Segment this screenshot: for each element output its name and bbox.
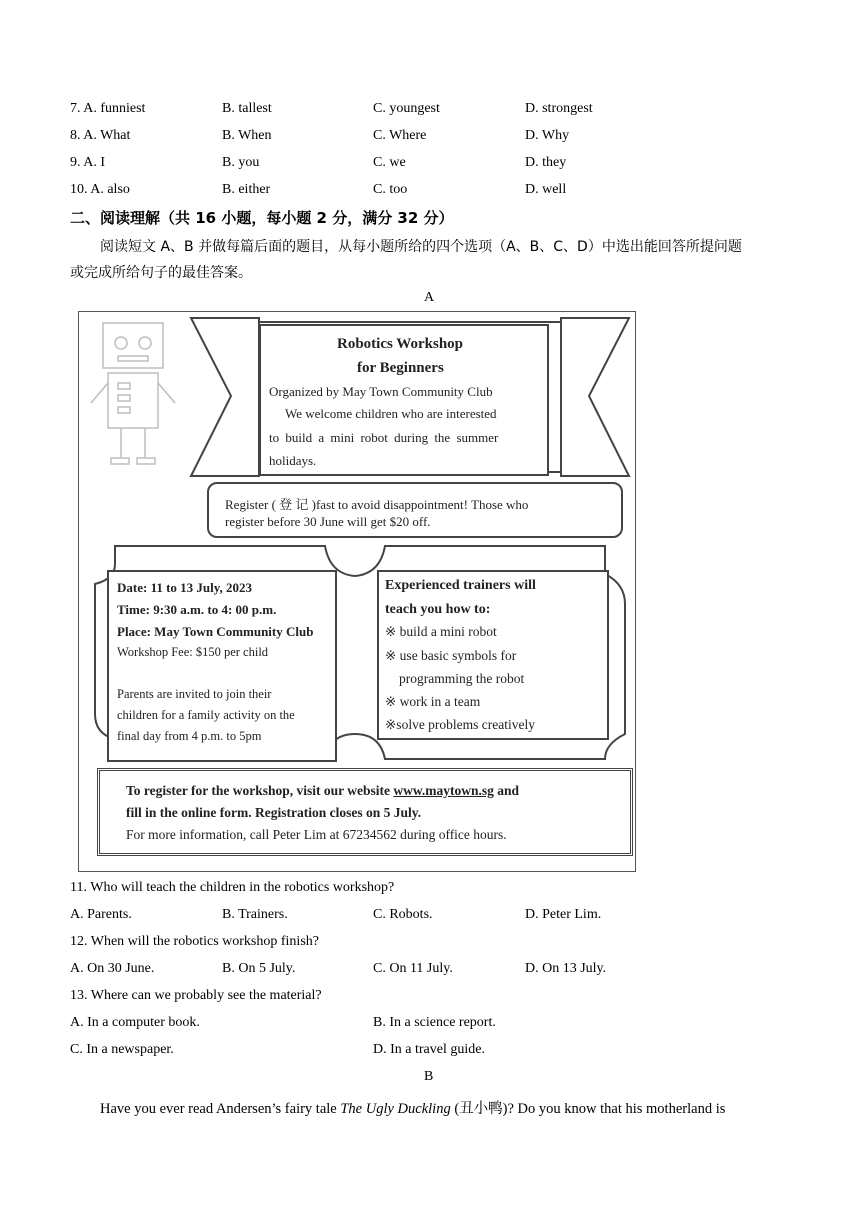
welcome-line-1: We welcome children who are interested bbox=[285, 406, 497, 421]
organizer: Organized by May Town Community Club bbox=[269, 384, 493, 399]
option-d: D. they bbox=[525, 155, 567, 170]
option-b: B. you bbox=[222, 155, 260, 170]
website-link[interactable]: www.maytown.sg bbox=[393, 783, 494, 798]
trainers-line-1: Experienced trainers will bbox=[385, 578, 536, 593]
workshop-place: Place: May Town Community Club bbox=[117, 624, 314, 639]
bottom-line-1-text: To register for the workshop, visit our website bbox=[126, 783, 394, 798]
workshop-date: Date: 11 to 13 July, 2023 bbox=[117, 580, 253, 595]
skill-item-2: ※ use basic symbols for bbox=[385, 648, 517, 663]
bottom-line-2: fill in the online form. Registration closes on 5 July. bbox=[126, 805, 422, 820]
title-box bbox=[259, 324, 549, 476]
option-b: B. tallest bbox=[222, 101, 272, 116]
skill-item-2b: programming the robot bbox=[399, 671, 525, 686]
option-d: D. In a travel guide. bbox=[373, 1042, 485, 1057]
register-line-2: register before 30 June will get $20 off. bbox=[225, 514, 431, 529]
bottom-line-1 bbox=[126, 783, 519, 799]
option-c: C. youngest bbox=[373, 101, 440, 116]
option-c: C. In a newspaper. bbox=[70, 1042, 174, 1057]
bottom-line-1-end: and bbox=[493, 783, 520, 798]
option-d: D. Why bbox=[525, 128, 570, 143]
question-13: 13. Where can we probably see the material? bbox=[70, 988, 322, 1003]
option-a: 10. A. also bbox=[70, 182, 130, 197]
bottom-line-3: For more information, call Peter Lim at 67234562 during office hours. bbox=[126, 827, 507, 842]
question-12: 12. When will the robotics workshop finish? bbox=[70, 934, 319, 949]
workshop-fee: Workshop Fee: $150 per child bbox=[117, 645, 269, 659]
option-a: A. On 30 June. bbox=[70, 961, 155, 976]
option-b: B. In a science report. bbox=[373, 1015, 496, 1030]
workshop-time: Time: 9:30 a.m. to 4: 00 p.m. bbox=[117, 602, 277, 617]
passage-b-text: Have you ever read Andersen’s fairy tale bbox=[100, 1101, 341, 1117]
trainers-box bbox=[377, 570, 609, 740]
skill-item-4: ※solve problems creatively bbox=[385, 717, 536, 732]
parents-line-3: final day from 4 p.m. to 5pm bbox=[117, 729, 262, 743]
passage-b-text-end: (丑小鸭)? Do you know that his motherland is bbox=[450, 1101, 726, 1117]
instructions-line-1: 阅读短文 A、B 并做每篇后面的题目，从每小题所给的四个选项（A、B、C、D）中选出能回答所提问题 bbox=[100, 239, 742, 255]
option-c: C. Robots. bbox=[373, 907, 433, 922]
option-b: B. On 5 July. bbox=[222, 961, 296, 976]
option-c: C. On 11 July. bbox=[373, 961, 453, 976]
option-c: C. too bbox=[373, 182, 408, 197]
instructions-line-2: 或完成所给句子的最佳答案。 bbox=[70, 265, 252, 281]
option-a: 7. A. funniest bbox=[70, 101, 146, 116]
welcome-line-2: to build a mini robot during the summer bbox=[269, 430, 499, 445]
passage-a-label: A bbox=[424, 290, 435, 305]
option-a: A. In a computer book. bbox=[70, 1015, 200, 1030]
option-d: D. Peter Lim. bbox=[525, 907, 602, 922]
skill-item-1: ※ build a mini robot bbox=[385, 624, 497, 639]
passage-b-label: B bbox=[424, 1069, 434, 1084]
question-11: 11. Who will teach the children in the robotics workshop? bbox=[70, 880, 395, 895]
robot-watermark-icon bbox=[83, 318, 183, 478]
welcome-line-3: holidays. bbox=[269, 453, 317, 468]
option-a: 9. A. I bbox=[70, 155, 105, 170]
option-a: A. Parents. bbox=[70, 907, 132, 922]
trainers-line-2: teach you how to: bbox=[385, 602, 491, 617]
skill-item-3: ※ work in a team bbox=[385, 694, 481, 709]
parents-line-1: Parents are invited to join their bbox=[117, 687, 272, 701]
option-b: B. When bbox=[222, 128, 272, 143]
poster-subtitle: for Beginners bbox=[357, 360, 444, 376]
passage-b-first-line bbox=[100, 1097, 725, 1118]
details-box bbox=[107, 570, 337, 762]
registration-box bbox=[97, 768, 633, 856]
register-line-1: Register ( 登 记 )fast to avoid disappointment! Those who bbox=[225, 497, 529, 512]
option-b: B. either bbox=[222, 182, 271, 197]
option-b: B. Trainers. bbox=[222, 907, 288, 922]
option-d: D. On 13 July. bbox=[525, 961, 607, 976]
option-a: 8. A. What bbox=[70, 128, 131, 143]
option-c: C. we bbox=[373, 155, 406, 170]
book-title: The Ugly Duckling bbox=[340, 1101, 451, 1117]
workshop-poster bbox=[78, 311, 636, 872]
option-c: C. Where bbox=[373, 128, 427, 143]
option-d: D. well bbox=[525, 182, 567, 197]
option-d: D. strongest bbox=[525, 101, 593, 116]
parents-line-2: children for a family activity on the bbox=[117, 708, 295, 722]
register-box bbox=[207, 482, 623, 538]
poster-title: Robotics Workshop bbox=[337, 336, 464, 352]
section-title: 二、阅读理解（共 16 小题，每小题 2 分，满分 32 分） bbox=[70, 209, 454, 227]
